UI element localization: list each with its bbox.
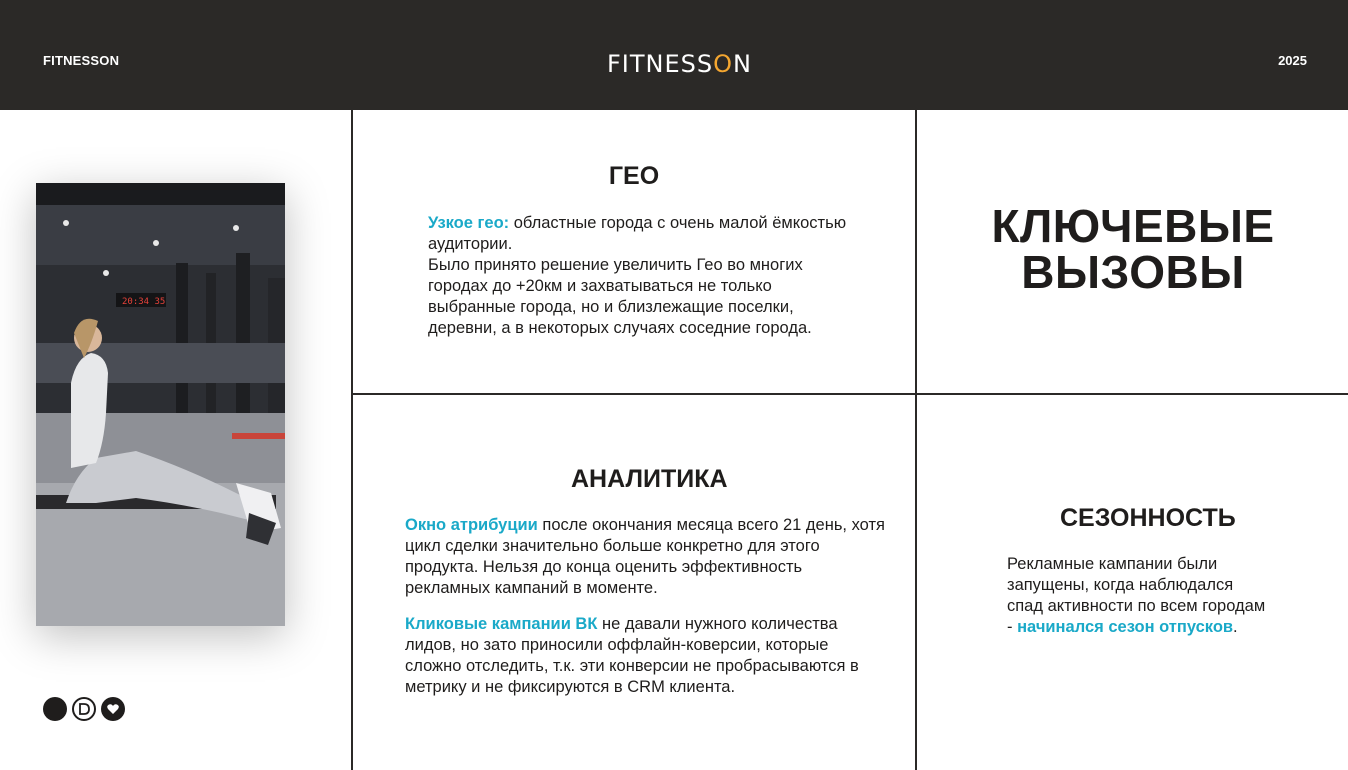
key-challenges-title: КЛЮЧЕВЫЕ ВЫЗОВЫ (991, 200, 1275, 298)
analytics-paragraph-1: Окно атрибуции после окончания месяца всего 21 день, хотя цикл сделки значительно больше конкретно для этого продукта. Нельзя до конца оценить эффективность рекламных кампаний в моменте. (405, 516, 885, 597)
analytics-title: АНАЛИТИКА (571, 465, 728, 493)
header-bar (0, 0, 1348, 110)
geo-text: Узкое гео: областные города с очень малой ёмкостью аудитории. Было принято решение увеличить Гео во многих городах до +20км и захватываться не только выбранные города, но и близлежащие поселки, деревни, а в некоторых случаях соседние города. (428, 214, 847, 337)
circle-icon[interactable] (43, 697, 67, 721)
grid-divider-right (915, 110, 917, 770)
geo-title: ГЕО (608, 162, 660, 190)
year-label: 2025 (1278, 53, 1307, 68)
analytics-paragraph-2: Кликовые кампании ВК не давали нужного количества лидов, но зато приносили оффлайн-коверсии, которые сложно отследить, т.к. эти конверсии не пробрасываются в метрику и не фиксируются в CRM клиента. (405, 615, 859, 696)
heart-icon[interactable] (101, 697, 125, 721)
fitnesson-logo: FITNESSON (607, 50, 752, 78)
grid-divider-left (351, 110, 353, 770)
geo-accent: Узкое гео: (428, 214, 510, 232)
brand-label: FITNESSON (43, 53, 120, 68)
gym-photo (36, 183, 285, 626)
d-letter-icon[interactable] (72, 697, 96, 721)
grid-divider-horizontal (352, 393, 1348, 395)
seasonality-text: Рекламные кампании были запущены, когда наблюдался спад активности по всем городам - начинался сезон отпусков. (1007, 555, 1266, 636)
social-icons (43, 697, 125, 721)
seasonality-title: СЕЗОННОСТЬ (1060, 504, 1236, 532)
gym-clock-text: 20:34 35 (122, 297, 166, 307)
